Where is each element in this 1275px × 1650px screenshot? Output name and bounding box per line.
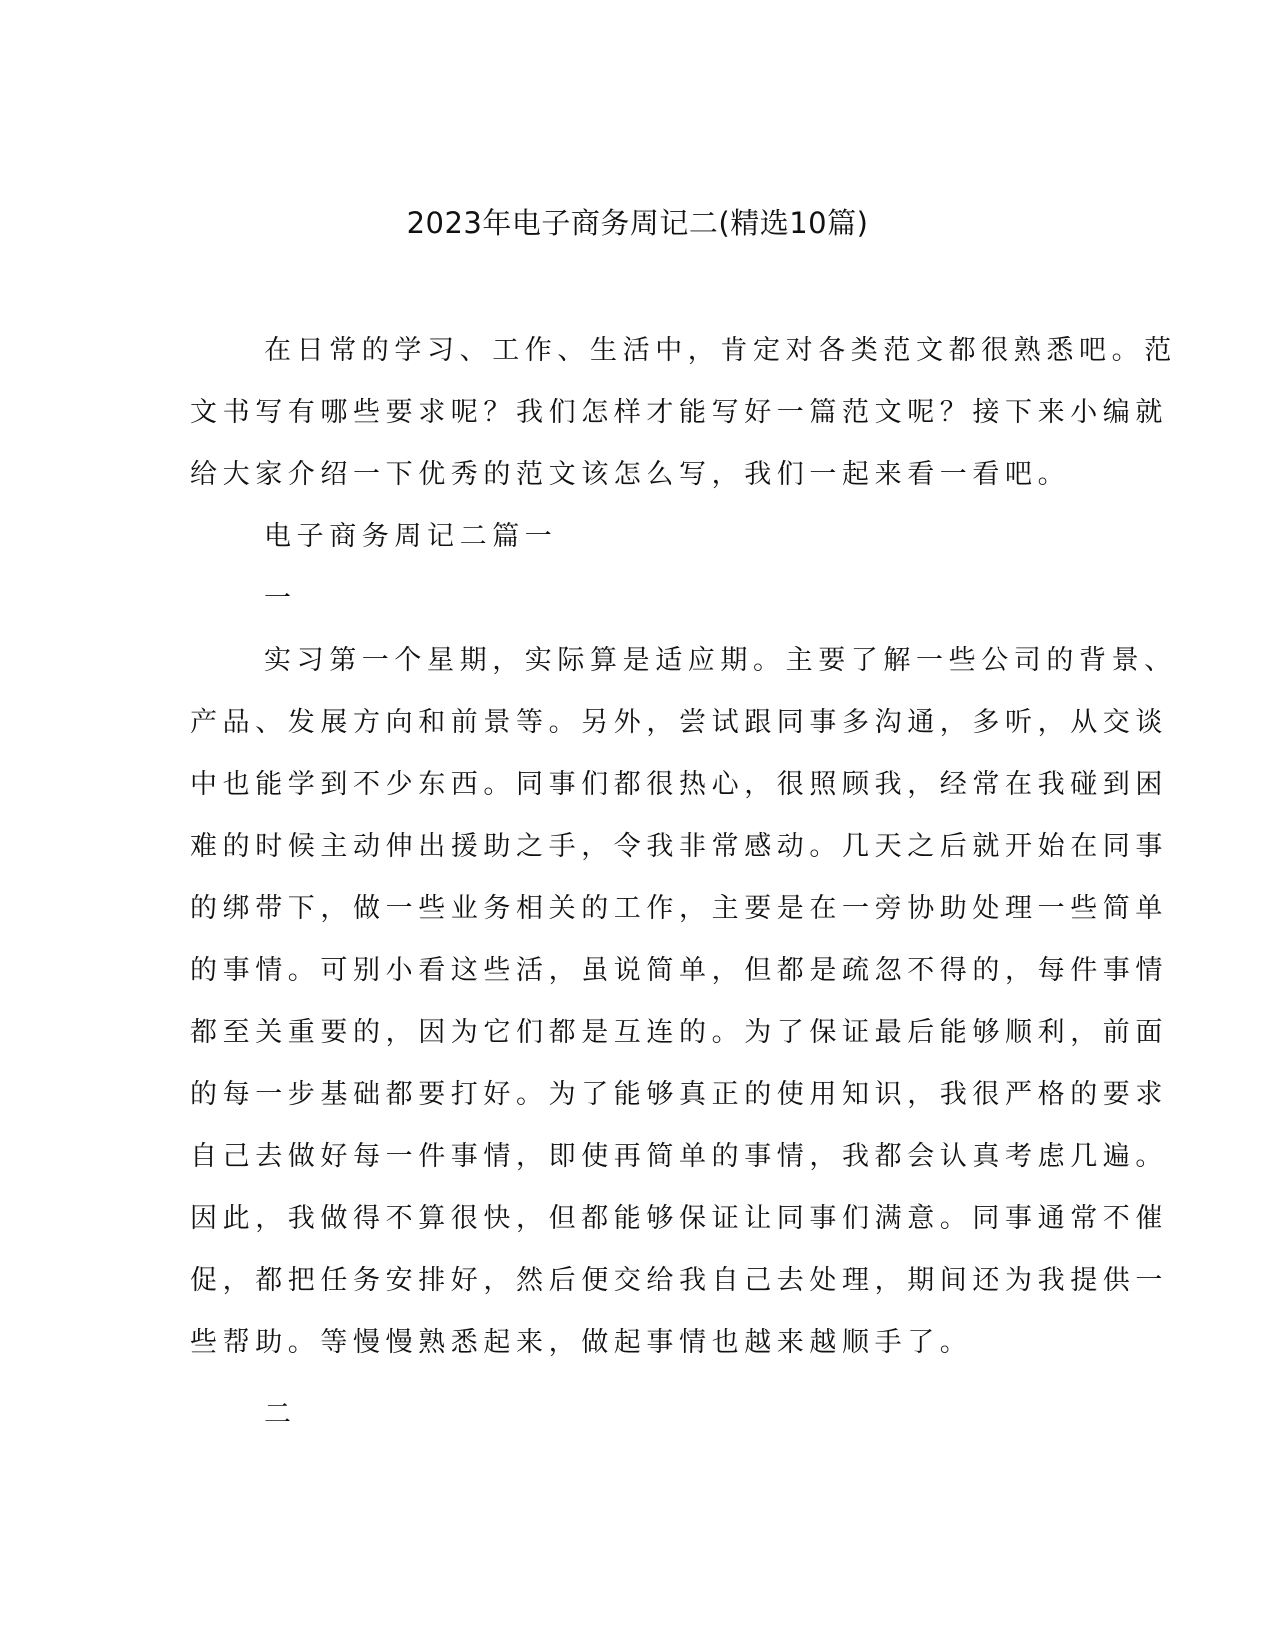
paragraph-line: 的每一步基础都要打好。为了能够真正的使用知识，我很严格的要求 bbox=[190, 1079, 1168, 1110]
paragraph-line: 难的时候主动伸出援助之手，令我非常感动。几天之后就开始在同事 bbox=[190, 831, 1168, 862]
intro-line: 文书写有哪些要求呢？我们怎样才能写好一篇范文呢？接下来小编就 bbox=[190, 397, 1168, 428]
intro-line: 给大家介绍一下优秀的范文该怎么写，我们一起来看一看吧。 bbox=[190, 459, 1071, 490]
paragraph-line: 因此，我做得不算很快，但都能够保证让同事们满意。同事通常不催 bbox=[190, 1203, 1168, 1234]
document-title: 2023年电子商务周记二(精选10篇) bbox=[406, 206, 869, 240]
paragraph-gap bbox=[190, 1374, 1085, 1384]
paragraph-line: 自己去做好每一件事情，即使再简单的事情，我都会认真考虑几遍。 bbox=[190, 1141, 1168, 1172]
paragraph-line: 中也能学到不少东西。同事们都很热心，很照顾我，经常在我碰到困 bbox=[190, 769, 1168, 800]
intro-line: 在日常的学习、工作、生活中，肯定对各类范文都很熟悉吧。范 bbox=[264, 335, 1177, 366]
paragraph-line: 的绑带下，做一些业务相关的工作，主要是在一旁协助处理一些简单 bbox=[190, 893, 1168, 924]
document-body bbox=[190, 320, 1177, 1446]
paragraph-line: 些帮助。等慢慢熟悉起来，做起事情也越来越顺手了。 bbox=[190, 1327, 973, 1358]
paragraph-line: 促，都把任务安排好，然后便交给我自己去处理，期间还为我提供一 bbox=[190, 1265, 1168, 1296]
section-heading: 电子商务周记二篇一 bbox=[264, 521, 558, 552]
paragraph-line: 都至关重要的，因为它们都是互连的。为了保证最后能够顺利，前面 bbox=[190, 1017, 1168, 1048]
paragraph-line: 的事情。可别小看这些活，虽说简单，但都是疏忽不得的，每件事情 bbox=[190, 955, 1168, 986]
part-one-marker: 一 bbox=[264, 583, 297, 614]
paragraph-line: 产品、发展方向和前景等。另外，尝试跟同事多沟通，多听，从交谈 bbox=[190, 707, 1168, 738]
part-two-marker: 二 bbox=[264, 1399, 297, 1430]
paragraph-line: 实习第一个星期，实际算是适应期。主要了解一些公司的背景、 bbox=[264, 645, 1177, 676]
